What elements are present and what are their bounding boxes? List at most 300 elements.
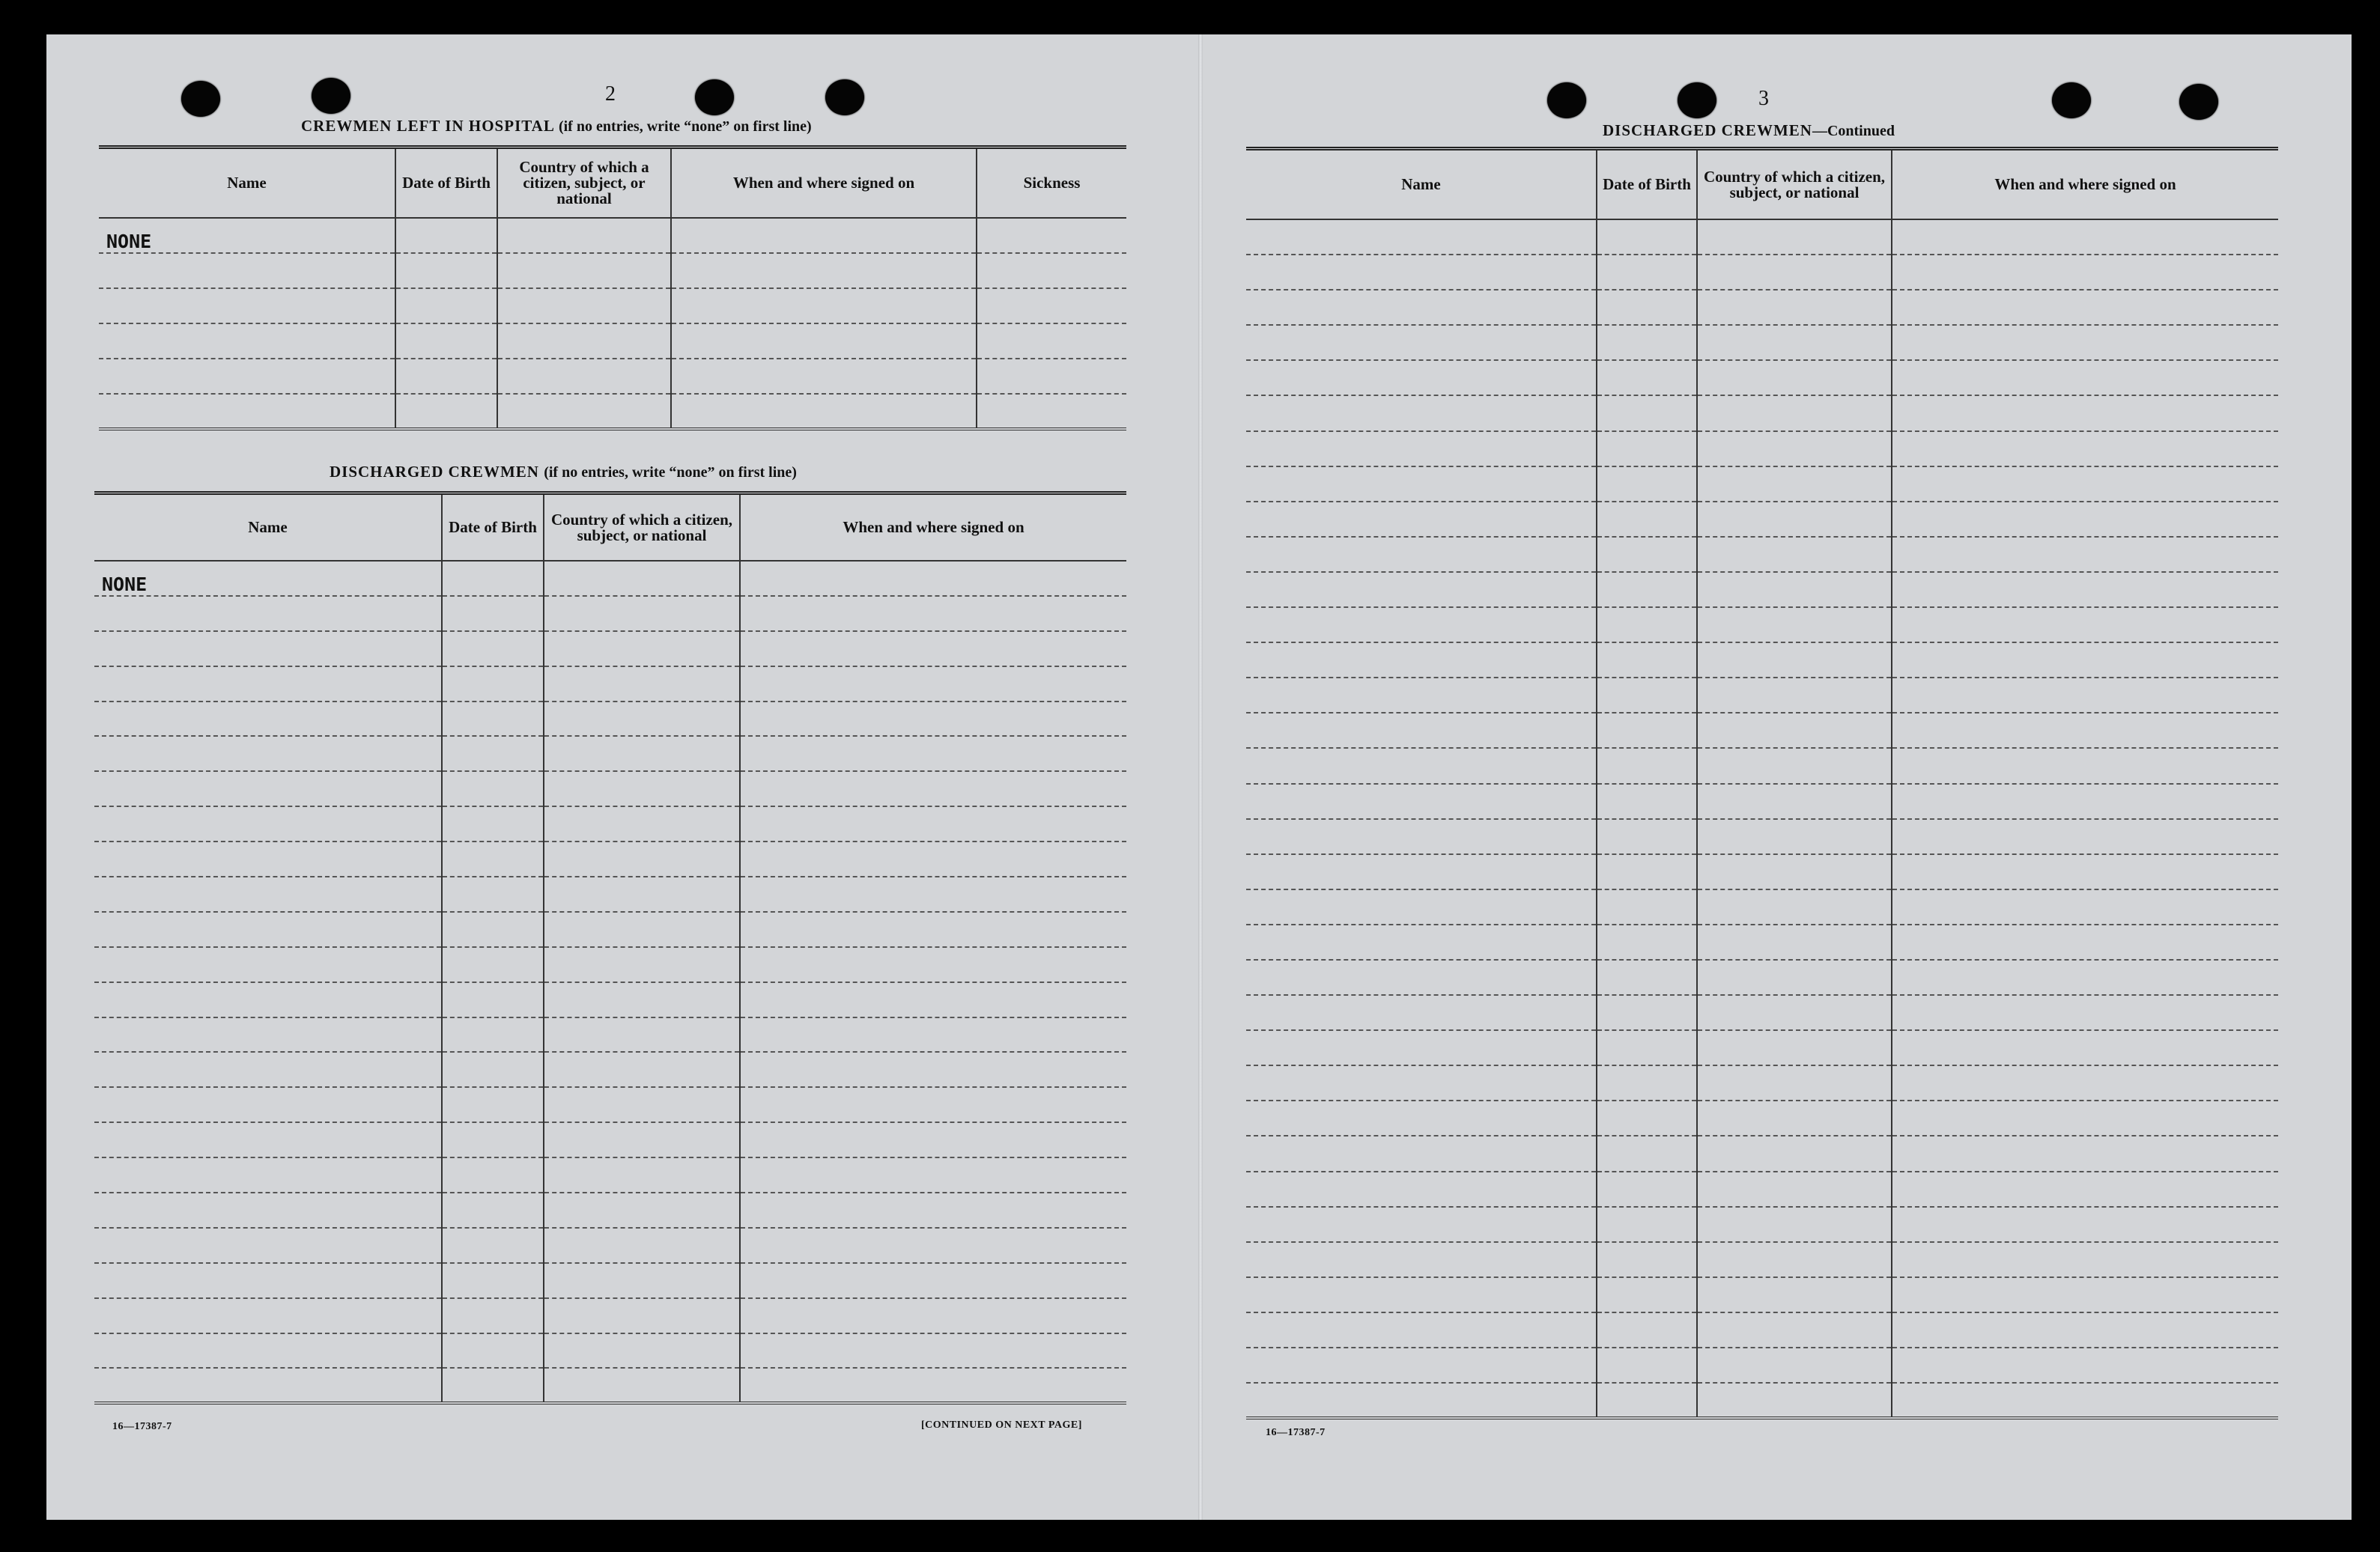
left-form-number: 16—17387-7 — [112, 1421, 172, 1432]
table-cell — [1892, 889, 2278, 925]
table-cell — [1697, 1030, 1892, 1065]
table-cell — [1597, 466, 1697, 502]
table-cell — [544, 947, 740, 982]
table-cell — [1597, 1348, 1697, 1383]
table-cell — [1892, 1277, 2278, 1312]
table-cell — [1892, 642, 2278, 678]
table-cell — [1892, 1242, 2278, 1277]
hospital-section-title — [301, 117, 812, 136]
table-row — [94, 806, 1126, 842]
table-cell — [1892, 784, 2278, 819]
table-row — [1246, 642, 2278, 678]
table-cell — [1597, 1242, 1697, 1277]
table-cell — [544, 982, 740, 1017]
table-cell — [1246, 466, 1597, 502]
punch-hole — [2052, 82, 2091, 118]
table-cell — [1697, 607, 1892, 642]
table-cell — [94, 1368, 442, 1403]
table-cell — [395, 394, 497, 429]
table-cell — [740, 1333, 1126, 1369]
table-cell — [1697, 537, 1892, 572]
table-cell — [94, 1228, 442, 1263]
table-row — [1246, 1207, 2278, 1242]
table-cell — [99, 323, 395, 359]
table-cell — [1246, 1348, 1597, 1383]
table-cell — [1597, 925, 1697, 960]
table-cell — [1246, 1172, 1597, 1207]
table-cell — [671, 323, 977, 359]
table-row — [1246, 607, 2278, 642]
table-cell — [99, 253, 395, 288]
table-row — [1246, 1172, 2278, 1207]
table-row — [94, 877, 1126, 912]
table-row — [1246, 1065, 2278, 1101]
table-cell — [442, 1052, 544, 1087]
table-cell — [1597, 889, 1697, 925]
table-cell — [1246, 1383, 1597, 1418]
table-cell — [1697, 889, 1892, 925]
table-cell — [544, 1087, 740, 1122]
table-cell — [740, 771, 1126, 806]
table-cell — [740, 842, 1126, 877]
table-row — [1246, 572, 2278, 607]
table-cell — [1892, 290, 2278, 325]
table-cell — [442, 631, 544, 666]
table-cell — [544, 631, 740, 666]
table-row — [94, 666, 1126, 702]
punch-hole — [312, 78, 350, 114]
table-cell — [395, 218, 497, 253]
table-row — [1246, 678, 2278, 713]
table-cell — [1697, 854, 1892, 889]
table-cell — [94, 982, 442, 1017]
col-header-date-of-birth: Date of Birth — [1597, 150, 1697, 219]
table-cell — [1697, 255, 1892, 290]
table-row — [99, 288, 1126, 323]
table-cell — [544, 1052, 740, 1087]
table-row — [94, 947, 1126, 982]
table-cell — [442, 1087, 544, 1122]
table-cell — [1697, 325, 1892, 360]
table-cell — [1697, 784, 1892, 819]
table-cell — [1892, 1207, 2278, 1242]
table-cell — [1246, 1030, 1597, 1065]
table-cell — [977, 394, 1126, 429]
first-entry: NONE — [94, 561, 442, 596]
table-row — [94, 912, 1126, 947]
table-cell — [94, 1017, 442, 1053]
table-cell — [544, 1263, 740, 1298]
table-cell — [497, 359, 671, 394]
table-row — [1246, 748, 2278, 783]
table-cell — [442, 947, 544, 982]
table-cell — [1246, 995, 1597, 1030]
table-cell — [544, 561, 740, 596]
punch-hole — [1547, 82, 1586, 118]
table-cell — [1246, 325, 1597, 360]
table-cell — [442, 561, 544, 596]
table-cell — [740, 1157, 1126, 1193]
table-cell — [1246, 290, 1597, 325]
col-header-signed-on: When and where signed on — [671, 149, 977, 218]
table-row — [1246, 1312, 2278, 1348]
table-row — [1246, 1101, 2278, 1136]
table-row — [1246, 219, 2278, 255]
table-cell — [442, 982, 544, 1017]
table-cell — [94, 912, 442, 947]
table-cell — [977, 253, 1126, 288]
continued-title-text: DISCHARGED CREWMEN — [1603, 121, 1812, 139]
table-cell — [94, 1052, 442, 1087]
table-cell — [497, 394, 671, 429]
table-cell — [740, 982, 1126, 1017]
table-cell — [1597, 219, 1697, 255]
table-row — [94, 1228, 1126, 1263]
table-cell — [740, 1298, 1126, 1333]
table-cell — [94, 877, 442, 912]
table-cell — [740, 1228, 1126, 1263]
table-row — [94, 1087, 1126, 1122]
table-cell — [94, 806, 442, 842]
table-cell — [1697, 1383, 1892, 1418]
col-header-country: Country of which a citizen, subject, or national — [497, 149, 671, 218]
table-cell — [1892, 1348, 2278, 1383]
table-cell — [442, 771, 544, 806]
continued-section-title — [1603, 121, 1895, 140]
table-cell — [1697, 1065, 1892, 1101]
table-cell — [442, 1333, 544, 1369]
table-row — [1246, 995, 2278, 1030]
table-cell — [1246, 219, 1597, 255]
table-cell — [740, 561, 1126, 596]
table-cell — [1892, 325, 2278, 360]
punch-hole — [825, 79, 864, 115]
table-cell — [1597, 537, 1697, 572]
table-cell — [442, 1017, 544, 1053]
table-cell — [1697, 1101, 1892, 1136]
table-cell — [442, 736, 544, 771]
table-cell — [1697, 466, 1892, 502]
table-cell — [1892, 572, 2278, 607]
table-cell — [1246, 1101, 1597, 1136]
table-cell — [1892, 748, 2278, 783]
table-cell — [1246, 572, 1597, 607]
table-cell — [442, 1193, 544, 1228]
table-row — [1246, 431, 2278, 466]
table-cell — [1892, 925, 2278, 960]
table-cell — [1697, 290, 1892, 325]
table-row — [99, 359, 1126, 394]
table-cell — [1892, 854, 2278, 889]
table-cell — [1697, 1277, 1892, 1312]
table-row — [1246, 960, 2278, 995]
table-row — [94, 736, 1126, 771]
table-cell — [1246, 255, 1597, 290]
table-cell — [1246, 537, 1597, 572]
table-row — [99, 253, 1126, 288]
col-header-date-of-birth: Date of Birth — [395, 149, 497, 218]
table-cell — [497, 323, 671, 359]
table-cell — [1892, 1136, 2278, 1171]
table-cell — [1697, 1312, 1892, 1348]
table-cell — [1246, 642, 1597, 678]
table-cell — [1597, 784, 1697, 819]
hospital-instruction: (if no entries, write “none” on first line) — [558, 118, 812, 135]
table-cell — [1697, 995, 1892, 1030]
table-cell — [1246, 395, 1597, 430]
table-cell — [1246, 607, 1597, 642]
table-row — [1246, 395, 2278, 430]
table-row — [1246, 1030, 2278, 1065]
table-cell — [1892, 219, 2278, 255]
table-cell — [1597, 395, 1697, 430]
col-header-name: Name — [1246, 150, 1597, 219]
table-cell — [497, 288, 671, 323]
table-cell — [1246, 819, 1597, 854]
table-cell — [977, 323, 1126, 359]
table-cell — [1597, 255, 1697, 290]
table-cell — [1697, 960, 1892, 995]
table-cell — [1892, 431, 2278, 466]
table-cell — [740, 1122, 1126, 1157]
table-cell — [1246, 854, 1597, 889]
continued-table — [1246, 147, 2278, 1419]
hospital-table — [99, 145, 1126, 430]
table-cell — [1597, 678, 1697, 713]
table-cell — [740, 702, 1126, 737]
table-row — [1246, 889, 2278, 925]
table-cell — [671, 394, 977, 429]
table-cell — [94, 1298, 442, 1333]
table-cell — [544, 1193, 740, 1228]
table-cell — [1892, 1172, 2278, 1207]
table-row — [94, 1333, 1126, 1369]
table-cell — [544, 1157, 740, 1193]
table-row — [94, 771, 1126, 806]
table-cell — [442, 1298, 544, 1333]
continued-note: [CONTINUED ON NEXT PAGE] — [921, 1419, 1082, 1431]
hospital-title-text: CREWMEN LEFT IN HOSPITAL — [301, 117, 554, 135]
table-cell — [94, 666, 442, 702]
table-cell — [1246, 1207, 1597, 1242]
table-cell — [1597, 960, 1697, 995]
page-fold — [1198, 34, 1203, 1520]
table-cell — [1697, 642, 1892, 678]
table-row — [94, 702, 1126, 737]
table-cell — [94, 1122, 442, 1157]
table-cell — [1697, 572, 1892, 607]
table-cell — [544, 1298, 740, 1333]
discharged-instruction: (if no entries, write “none” on first line) — [544, 464, 797, 481]
table-cell — [671, 359, 977, 394]
punch-hole — [2179, 84, 2218, 120]
table-cell — [1597, 1312, 1697, 1348]
table-cell — [1892, 1101, 2278, 1136]
table-cell — [442, 806, 544, 842]
table-cell — [544, 1333, 740, 1369]
table-cell — [1892, 395, 2278, 430]
table-cell — [1892, 607, 2278, 642]
table-cell — [1597, 748, 1697, 783]
table-cell — [1597, 819, 1697, 854]
col-header-name: Name — [99, 149, 395, 218]
table-cell — [1697, 1207, 1892, 1242]
table-row — [94, 1368, 1126, 1403]
table-cell — [740, 1017, 1126, 1053]
table-cell — [1697, 360, 1892, 395]
table-row — [1246, 466, 2278, 502]
table-cell — [1597, 290, 1697, 325]
table-cell — [442, 877, 544, 912]
table-cell — [1246, 1312, 1597, 1348]
table-cell — [977, 359, 1126, 394]
table-cell — [94, 596, 442, 631]
table-cell — [1697, 395, 1892, 430]
table-cell — [1697, 219, 1892, 255]
table-cell — [1697, 678, 1892, 713]
left-page-number: 2 — [605, 82, 616, 106]
table-row — [94, 982, 1126, 1017]
table-cell — [1597, 1277, 1697, 1312]
table-cell — [497, 253, 671, 288]
table-cell — [544, 806, 740, 842]
table-cell — [1246, 889, 1597, 925]
table-row — [1246, 502, 2278, 537]
table-cell — [442, 596, 544, 631]
table-cell — [544, 912, 740, 947]
table-cell — [94, 631, 442, 666]
table-cell — [977, 218, 1126, 253]
punch-hole — [181, 81, 220, 117]
table-cell — [442, 702, 544, 737]
table-row — [94, 596, 1126, 631]
table-cell — [1892, 537, 2278, 572]
table-row — [99, 394, 1126, 429]
table-cell — [1697, 431, 1892, 466]
table-cell — [1597, 325, 1697, 360]
table-cell — [1597, 1030, 1697, 1065]
table-row — [1246, 1136, 2278, 1171]
table-cell — [395, 288, 497, 323]
right-form-number: 16—17387-7 — [1266, 1427, 1326, 1438]
table-row — [1246, 360, 2278, 395]
table-cell — [442, 1122, 544, 1157]
table-row — [1246, 925, 2278, 960]
table-cell — [544, 596, 740, 631]
table-cell — [1892, 1383, 2278, 1418]
table-cell — [1597, 1136, 1697, 1171]
table-cell — [1597, 360, 1697, 395]
table-cell — [1697, 925, 1892, 960]
table-row — [94, 1298, 1126, 1333]
table-row — [1246, 854, 2278, 889]
table-cell — [1892, 502, 2278, 537]
table-cell — [1597, 1207, 1697, 1242]
col-header-date-of-birth: Date of Birth — [442, 495, 544, 561]
punch-hole — [695, 79, 734, 115]
table-cell — [99, 394, 395, 429]
table-cell — [395, 253, 497, 288]
table-row — [1246, 1348, 2278, 1383]
discharged-title-text: DISCHARGED CREWMEN — [330, 463, 539, 481]
table-cell — [1246, 1242, 1597, 1277]
table-row — [94, 1193, 1126, 1228]
table-row — [99, 218, 1126, 253]
table-row — [1246, 255, 2278, 290]
table-cell — [1597, 1065, 1697, 1101]
table-cell — [1892, 255, 2278, 290]
table-cell — [1697, 713, 1892, 748]
table-cell — [1697, 748, 1892, 783]
table-cell — [1246, 502, 1597, 537]
table-cell — [740, 1193, 1126, 1228]
table-cell — [740, 736, 1126, 771]
continued-title-suffix: —Continued — [1812, 123, 1895, 139]
table-row — [94, 842, 1126, 877]
table-cell — [94, 1263, 442, 1298]
table-cell — [740, 596, 1126, 631]
table-cell — [442, 1228, 544, 1263]
table-row — [94, 1263, 1126, 1298]
col-header-country: Country of which a citizen, subject, or national — [544, 495, 740, 561]
table-cell — [1246, 678, 1597, 713]
table-cell — [1246, 748, 1597, 783]
table-row — [1246, 713, 2278, 748]
table-cell — [1246, 360, 1597, 395]
table-cell — [94, 771, 442, 806]
table-cell — [94, 1087, 442, 1122]
table-cell — [395, 359, 497, 394]
table-cell — [1246, 784, 1597, 819]
table-cell — [1246, 1065, 1597, 1101]
table-cell — [1697, 502, 1892, 537]
table-cell — [1892, 713, 2278, 748]
table-cell — [671, 288, 977, 323]
table-cell — [544, 1368, 740, 1403]
table-cell — [1892, 1030, 2278, 1065]
table-cell — [1246, 713, 1597, 748]
table-cell — [1597, 642, 1697, 678]
discharged-section-title — [330, 463, 797, 481]
col-header-name: Name — [94, 495, 442, 561]
table-row — [1246, 1383, 2278, 1418]
table-cell — [442, 1157, 544, 1193]
table-cell — [1892, 819, 2278, 854]
table-cell — [94, 842, 442, 877]
table-cell — [94, 1333, 442, 1369]
table-row — [94, 1052, 1126, 1087]
table-cell — [1597, 1172, 1697, 1207]
table-cell — [671, 218, 977, 253]
table-row — [1246, 1242, 2278, 1277]
table-cell — [740, 806, 1126, 842]
table-cell — [1597, 431, 1697, 466]
table-cell — [544, 771, 740, 806]
table-row — [1246, 819, 2278, 854]
table-cell — [1597, 607, 1697, 642]
table-cell — [977, 288, 1126, 323]
table-row — [99, 323, 1126, 359]
table-cell — [544, 1017, 740, 1053]
table-cell — [1597, 1383, 1697, 1418]
table-cell — [1597, 995, 1697, 1030]
table-cell — [497, 218, 671, 253]
col-header-country: Country of which a citizen, subject, or national — [1697, 150, 1892, 219]
table-cell — [1697, 1172, 1892, 1207]
table-cell — [1246, 925, 1597, 960]
table-cell — [395, 323, 497, 359]
table-cell — [1597, 572, 1697, 607]
